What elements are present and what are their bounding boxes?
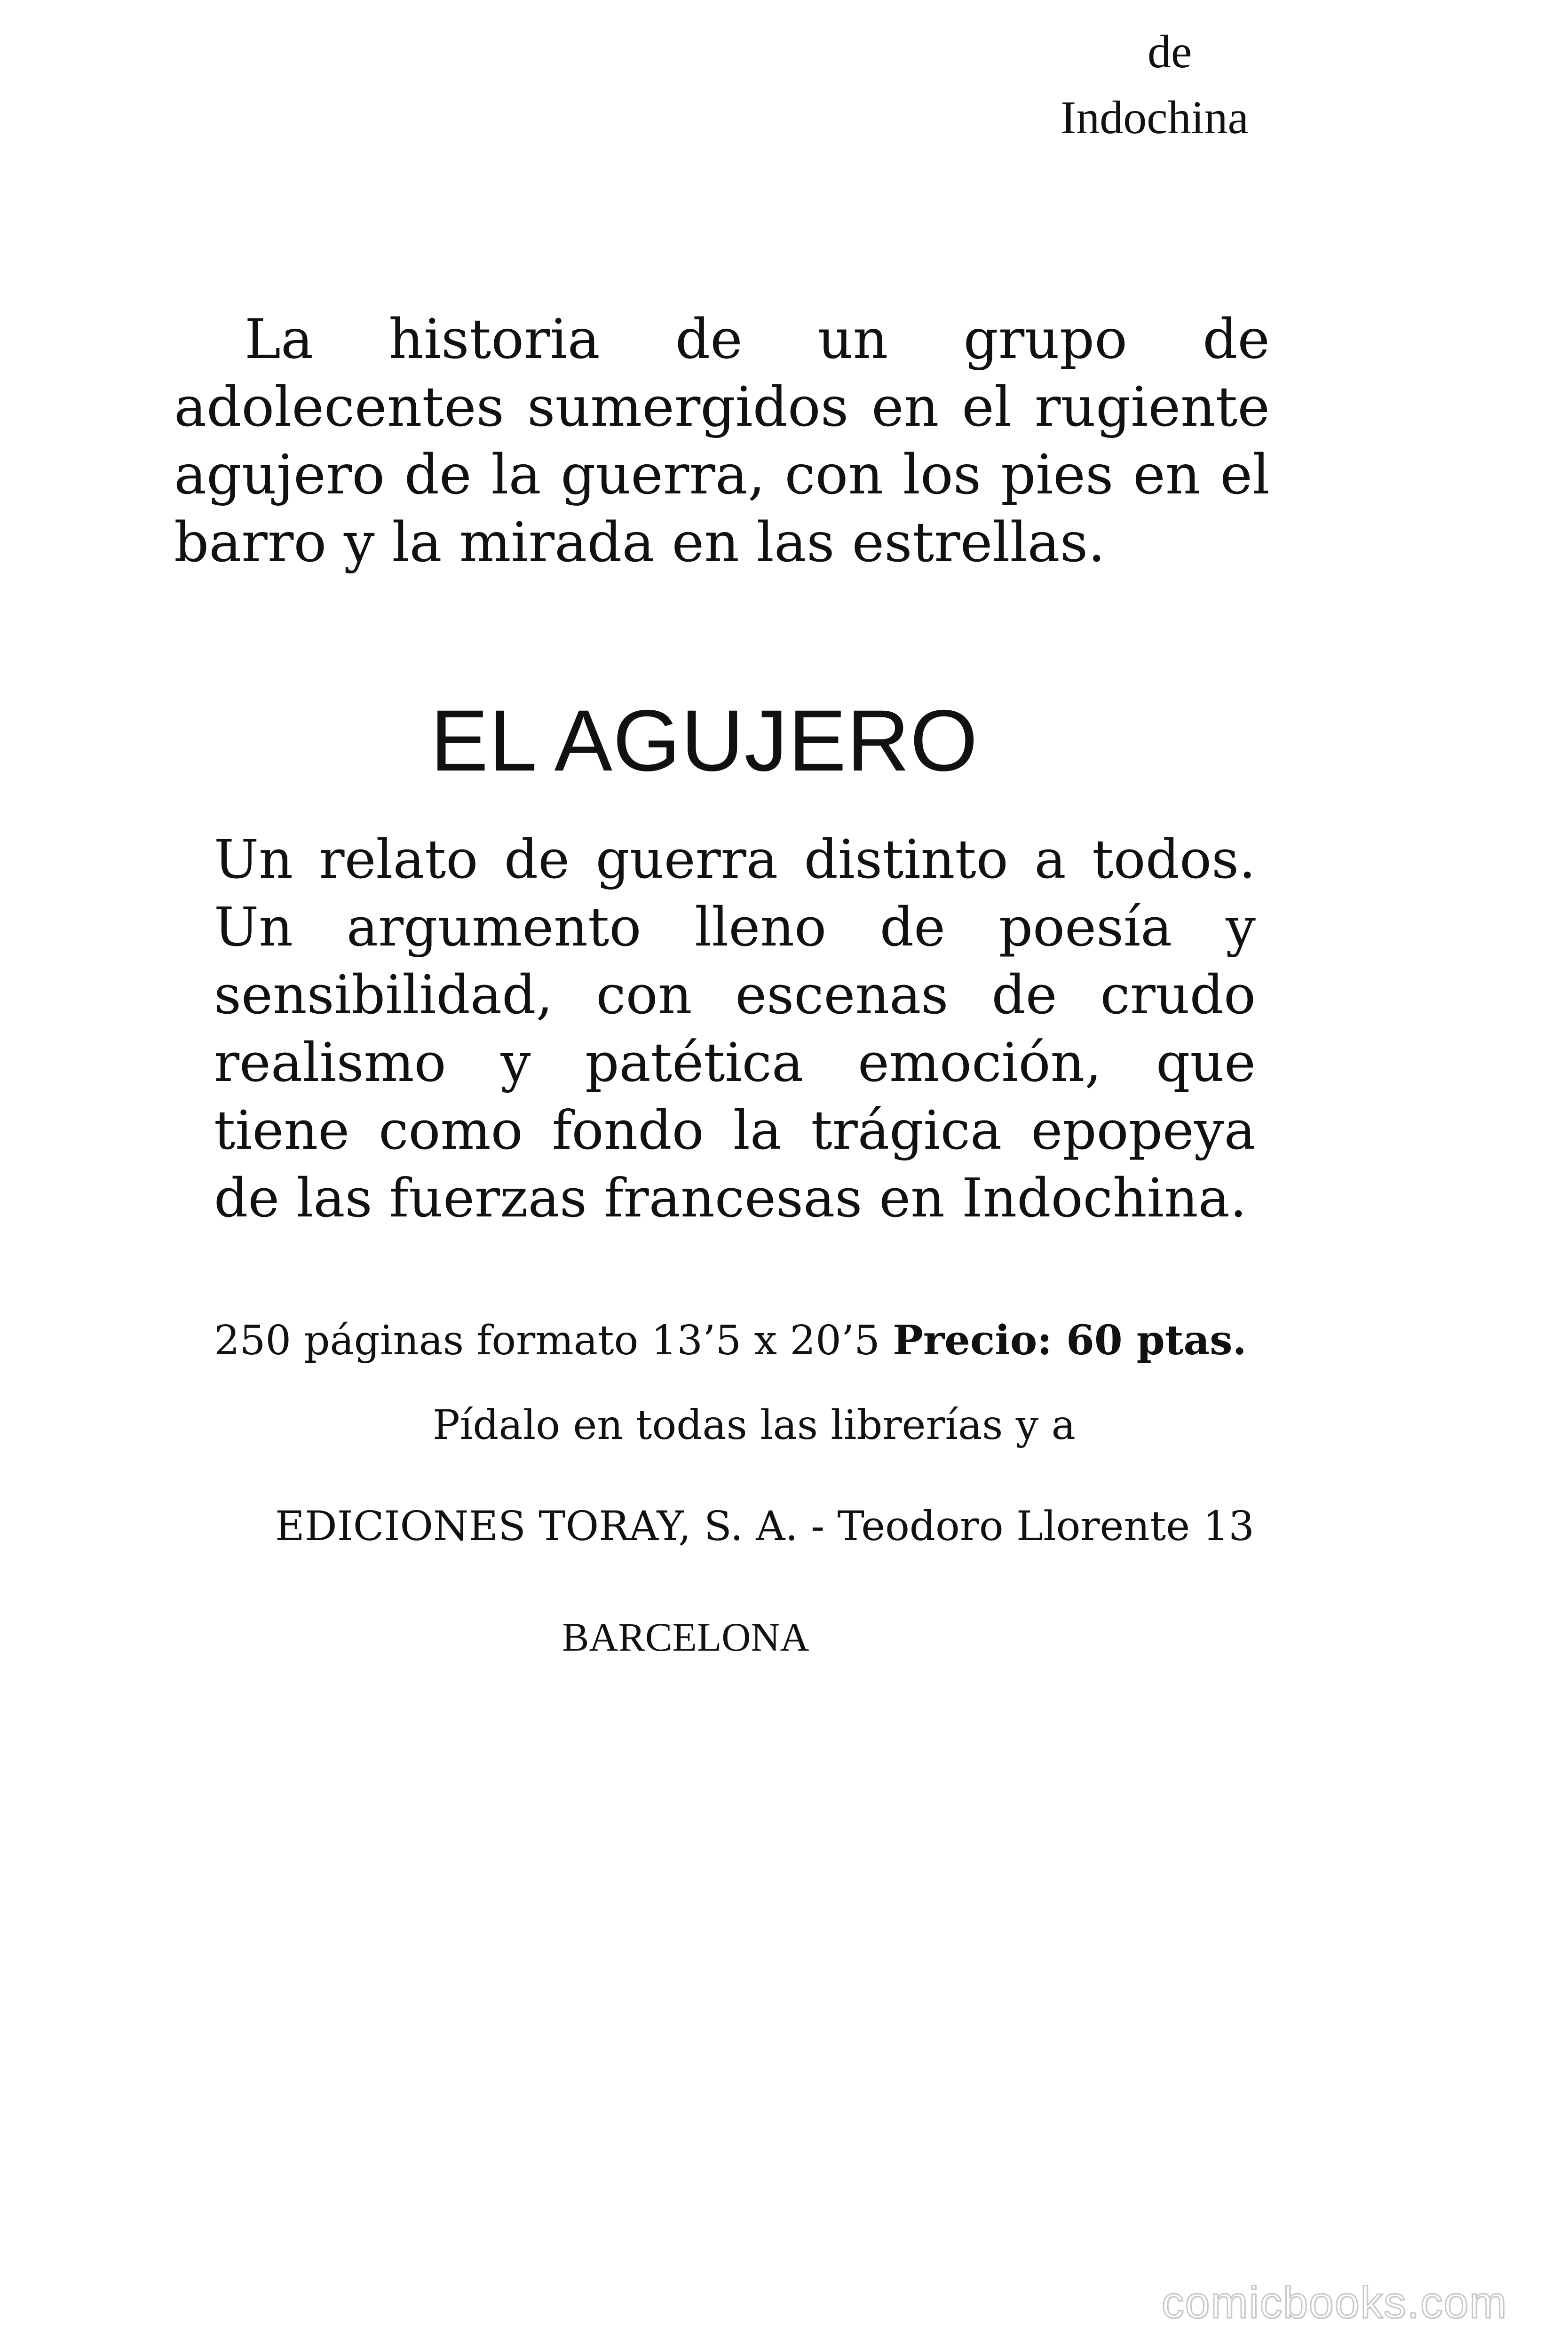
price-text: Precio: 60 ptas.	[893, 1317, 1247, 1364]
publisher-city: BARCELONA	[562, 1614, 809, 1660]
book-title: EL AGUJERO	[430, 692, 978, 789]
order-text: Pídalo en todas las librerías y a	[433, 1402, 1076, 1449]
publisher-address: EDICIONES TORAY, S. A. - Teodoro Llorente 13	[275, 1503, 1254, 1550]
book-description: Un relato de guerra distinto a todos. Un argumento lleno de poesía y sensibilidad, con escenas de crudo realismo y patética emoción, que tiene como fondo la trágica epopeya de las fuerzas francesas en Indochina.	[214, 828, 1256, 1229]
watermark: comicbooks.com	[1162, 2278, 1508, 2328]
intro-paragraph: La historia de un grupo de adolecentes sumergidos en el rugiente agujero de la guerra, con los pies en el barro y la mirada en las estrellas.	[174, 308, 1270, 574]
top-fragment-indochina: Indochina	[1061, 91, 1249, 143]
format-text: 250 páginas formato 13’5 x 20’5	[214, 1317, 880, 1364]
price-line	[214, 1315, 1247, 1367]
top-fragment-de: de	[1148, 25, 1192, 78]
